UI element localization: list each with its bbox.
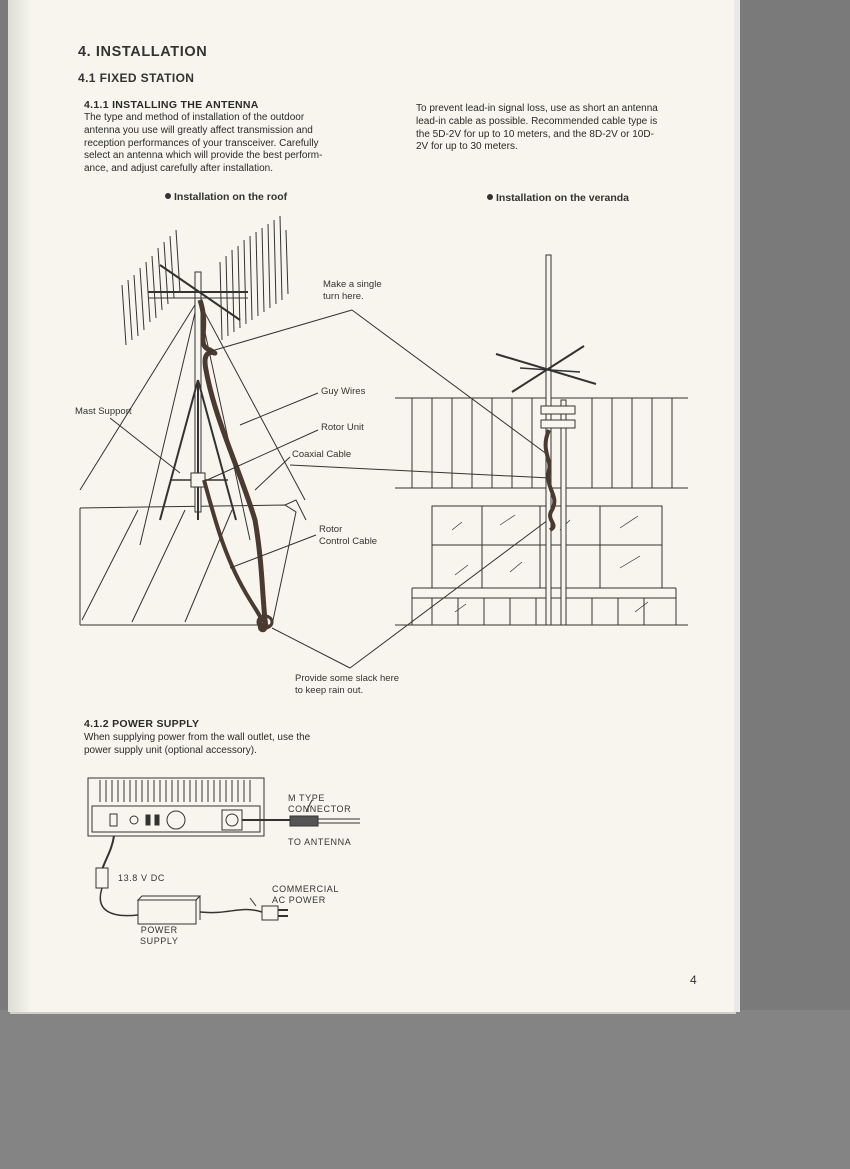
text-line: antenna you use will greatly affect transmission and <box>84 124 313 136</box>
label-guy-wires: Guy Wires <box>321 386 366 397</box>
label-line: COMMERCIAL <box>272 884 340 894</box>
text-line: power supply unit (optional accessory). <box>84 744 257 756</box>
label-rotor-unit: Rotor Unit <box>321 422 364 433</box>
text-line: lead-in cable as possible. Recommended cable type is <box>416 115 658 127</box>
label-line: Make a single <box>323 279 382 290</box>
text-line: The type and method of installation of the outdoor <box>84 112 305 123</box>
label-line: turn here. <box>323 291 364 302</box>
label-13-8v-dc: 13.8 V DC <box>118 873 165 883</box>
label-line: SUPPLY <box>140 936 179 946</box>
label-line: to keep rain out. <box>295 685 364 696</box>
label-commercial-ac-power <box>272 884 339 906</box>
section-title: 4. INSTALLATION <box>78 44 208 60</box>
label-coaxial-cable: Coaxial Cable <box>292 449 352 460</box>
label-power-supply <box>140 925 178 947</box>
text-line: ance, and adjust carefully after installation. <box>84 163 273 175</box>
label-line: M TYPE <box>288 793 325 803</box>
label-to-antenna: TO ANTENNA <box>288 837 352 847</box>
text-line: select an antenna which will provide the best perform- <box>84 150 323 162</box>
label-line: Rotor <box>319 524 343 535</box>
text-line: 2V for up to 30 meters. <box>416 141 518 153</box>
antenna-heading: 4.1.1 INSTALLING THE ANTENNA <box>84 99 259 111</box>
label-m-type-connector <box>288 793 351 815</box>
text-line: the 5D-2V for up to 10 meters, and the 8D-2V or 10D- <box>416 128 654 140</box>
power-heading: 4.1.2 POWER SUPPLY <box>84 718 200 730</box>
subsection-title: 4.1 FIXED STATION <box>78 71 195 85</box>
page-number: 4 <box>690 973 697 987</box>
label-line: CONNECTOR <box>288 804 352 814</box>
label-line: POWER <box>140 925 178 935</box>
text-line: reception performances of your transceiver. Carefully <box>84 137 319 149</box>
veranda-caption-text: Installation on the veranda <box>496 192 630 204</box>
text-line: To prevent lead-in signal loss, use as short an antenna <box>416 103 658 114</box>
label-mast-support: Mast Support <box>75 406 132 417</box>
label-line: Provide some slack here <box>295 673 400 684</box>
roof-caption-text: Installation on the roof <box>174 191 288 203</box>
label-line: Control Cable <box>319 536 378 547</box>
label-line: AC POWER <box>272 895 326 905</box>
text-line: When supplying power from the wall outlet, use the <box>84 732 311 743</box>
